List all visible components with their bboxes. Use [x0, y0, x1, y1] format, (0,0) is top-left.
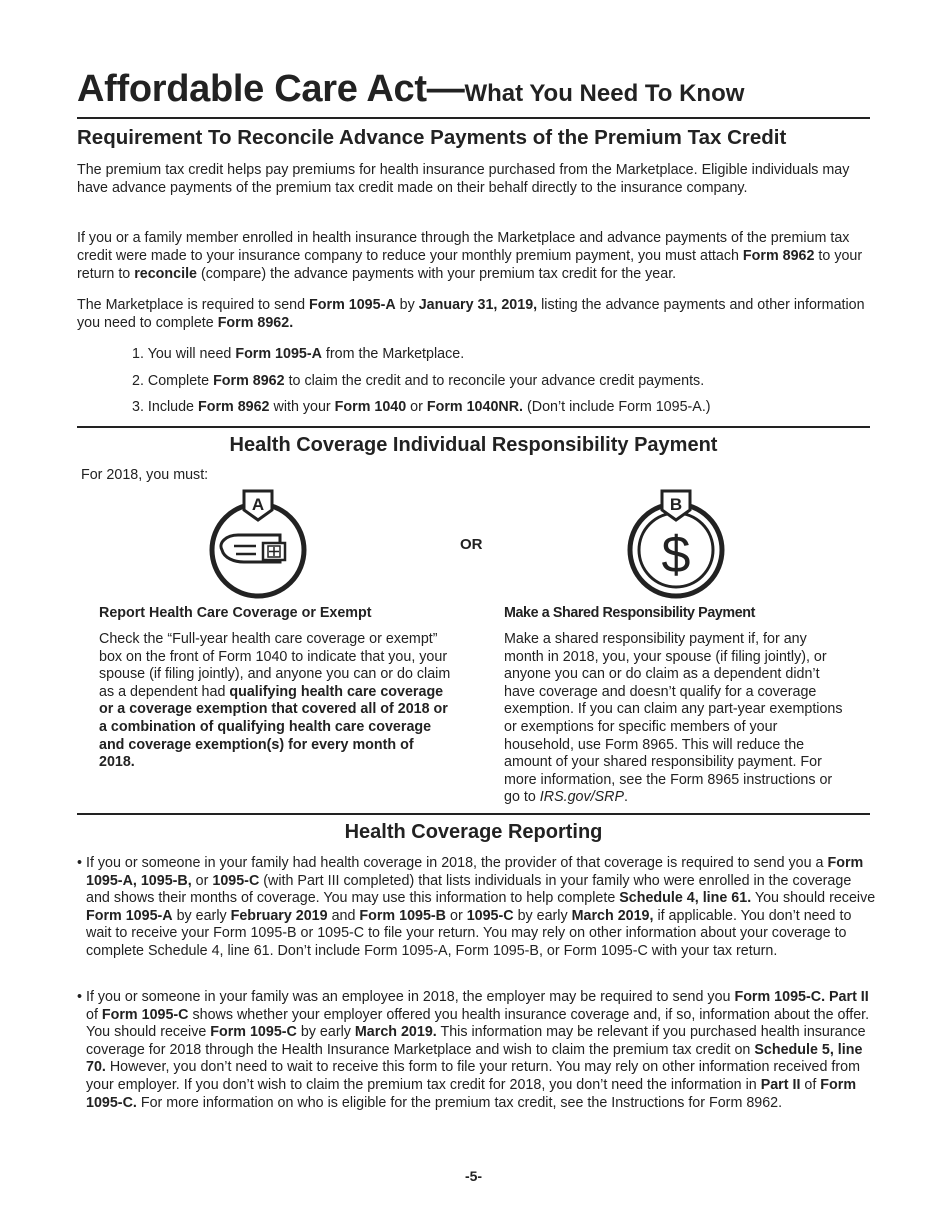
text-run: • If you or someone in your family had health coverage in 2018, the provider of that coverage is required to send you a — [77, 855, 828, 871]
reporting-heading: Health Coverage Reporting — [344, 821, 603, 843]
step-3 — [132, 398, 711, 416]
text-run: (Don’t include Form 1095-A.) — [523, 399, 711, 415]
text-run: If you or a family member enrolled in health insurance through the Marketplace and advance payments of the premium tax credit were made to your insurance company to reduce your monthly premium payment, you must attach — [77, 230, 850, 264]
dollar-circle-icon — [626, 488, 726, 600]
title-rule — [77, 117, 870, 119]
text-run-bold: Form 1095-A — [309, 297, 396, 313]
right-column-text — [504, 631, 849, 807]
text-run-bold: March 2019. — [354, 1024, 437, 1041]
or-label: OR — [460, 536, 483, 553]
text-run-bold: Form 1040NR. — [426, 399, 524, 415]
page-title — [77, 68, 744, 111]
reporting-bullet-1 — [77, 855, 879, 961]
text-run: of — [86, 1006, 102, 1023]
responsibility-intro: For 2018, you must: — [81, 467, 209, 483]
reconcile-paragraph-1: The premium tax credit helps pay premiums for health insurance purchased from the Marketplace. Eligible individuals may have advance payments of the premium tax credit made on their behalf directly to the insurance company. — [77, 162, 850, 196]
text-run-bold: Form 1095-C. — [86, 1076, 857, 1111]
badge-b-label: B — [669, 495, 683, 514]
left-column-text — [99, 631, 451, 772]
step-2 — [132, 372, 704, 390]
text-run-bold: reconcile — [134, 266, 197, 282]
section-rule — [77, 813, 870, 815]
text-run-bold: February 2019 — [230, 907, 328, 924]
text-run-bold: qualifying health care coverage or a coverage exemption that covered all of 2018 or a combination of qualifying health care coverage and coverage exemption(s) for every month of 2018. — [99, 683, 448, 771]
text-run-bold: Form 1095-C — [210, 1024, 297, 1041]
text-run-bold: Schedule 5, line 70. — [86, 1041, 863, 1076]
text-run: to claim the credit and to reconcile your advance credit payments. — [284, 373, 705, 389]
reconcile-paragraph-3 — [77, 296, 870, 332]
text-run: 1. You will need — [132, 346, 236, 362]
title-sub: What You Need To Know — [464, 80, 745, 107]
badge-a-label: A — [251, 495, 265, 514]
left-column-heading: Report Health Care Coverage or Exempt — [99, 605, 372, 621]
responsibility-heading: Health Coverage Individual Responsibility Payment — [229, 434, 718, 456]
text-run: by early — [513, 907, 572, 924]
text-run-bold: Form 8962. — [217, 315, 294, 331]
text-run-bold: January 31, 2019, — [418, 297, 538, 313]
text-run: • If you or someone in your family was an employee in 2018, the employer may be required to send you — [77, 989, 735, 1005]
text-run: The Marketplace is required to send — [77, 297, 310, 313]
text-run: by early — [172, 907, 231, 924]
text-run: shows whether your employer offered you health insurance coverage and, if so, information about the offer. You should receive — [86, 1006, 870, 1041]
text-run: or — [406, 399, 427, 415]
srp-link[interactable]: IRS.gov/SRP — [539, 789, 625, 806]
text-run-bold: Form 8962 — [197, 399, 270, 415]
health-card-icon — [208, 488, 308, 600]
text-run: of — [800, 1076, 821, 1093]
text-run-bold: Form 1095-C. Part II — [734, 989, 869, 1005]
title-main: Affordable Care Act— — [77, 68, 465, 110]
text-run: However, you don’t need to wait to receive this form to file your return. You may rely on other information received from your employer. If you don’t wish to claim the premium tax credit for 2018, you don’t need the information in — [86, 1059, 861, 1093]
text-run: by early — [296, 1024, 355, 1041]
text-run: 2. Complete — [132, 373, 214, 389]
text-run: 3. Include — [132, 399, 198, 415]
reconcile-paragraph-2 — [77, 229, 870, 283]
text-run-bold: Form 1095-A — [235, 346, 322, 362]
text-run-bold: Form 8962 — [742, 248, 815, 264]
text-run: from the Marketplace. — [321, 346, 465, 362]
step-1 — [132, 345, 464, 363]
text-run-bold: 1095-C — [212, 872, 260, 889]
text-run-bold: Form 1040 — [334, 399, 407, 415]
reconcile-heading: Requirement To Reconcile Advance Payments of the Premium Tax Credit — [77, 126, 787, 149]
right-column-heading: Make a Shared Responsibility Payment — [504, 605, 755, 621]
reporting-bullet-2 — [77, 989, 879, 1112]
text-run-bold: March 2019, — [571, 907, 654, 924]
text-run: . — [624, 789, 628, 806]
text-run-bold: Form 8962 — [213, 373, 285, 389]
text-run: or — [446, 907, 467, 924]
text-run-bold: 1095-C — [466, 907, 514, 924]
text-run: (compare) the advance payments with your premium tax credit for the year. — [197, 266, 677, 282]
text-run: Check the “Full-year health care coverage or exempt” box on the front of Form 1040 to indicate that you, your spouse (if filing jointly), and anyone you can or do claim as a dependent had — [99, 631, 451, 700]
text-run: Make a shared responsibility payment if, for any month in 2018, you, your spouse (if filing jointly), or anyone you can or do claim as a dependent didn’t have coverage and doesn’t qualify for a coverage exemption. If you can claim any part-year exemptions or exemptions for specific members of your household, use Form 8965. This will reduce the amount of your shared responsibility payment. For more information, see the Form 8965 instructions or go to — [504, 631, 843, 806]
text-run: and — [327, 907, 360, 924]
text-run: (with Part III completed) that lists individuals in your family who were enrolled in the coverage and shows their months of coverage. You may use this information to help complete — [86, 872, 852, 907]
text-run-bold: Form 1095-A, 1095-B, — [86, 855, 864, 889]
text-run: to your return to — [77, 248, 863, 282]
page-number: -5- — [464, 1168, 483, 1184]
text-run: or — [191, 872, 213, 889]
text-run: You should receive — [751, 890, 876, 907]
text-run: For more information on who is eligible for the premium tax credit, see the Instructions for Form 8962. — [136, 1094, 783, 1111]
text-run-bold: Form 1095-B — [359, 907, 447, 924]
text-run: if applicable. You don’t need to wait to receive your Form 1095-B or 1095-C to file your return. You may rely on other information about your coverage to complete Schedule 4, line 61. Don’t include Form 1095-A, Form 1095-B, or Form 1095-C with your tax return. — [86, 907, 852, 959]
text-run: This information may be relevant if you purchased health insurance coverage for 2018 through the Health Insurance Marketplace and wish to claim the premium tax credit on — [86, 1024, 866, 1058]
text-run-bold: Part II — [760, 1076, 801, 1093]
text-run-bold: Form 1095-C — [101, 1006, 189, 1023]
text-run: listing the advance payments and other information you need to complete — [77, 297, 865, 331]
section-rule — [77, 426, 870, 428]
text-run: with your — [269, 399, 335, 415]
dollar-sign: $ — [661, 526, 691, 584]
text-run: by — [395, 297, 419, 313]
text-run-bold: Form 1095-A — [86, 907, 173, 924]
text-run-bold: Schedule 4, line 61. — [619, 890, 752, 907]
